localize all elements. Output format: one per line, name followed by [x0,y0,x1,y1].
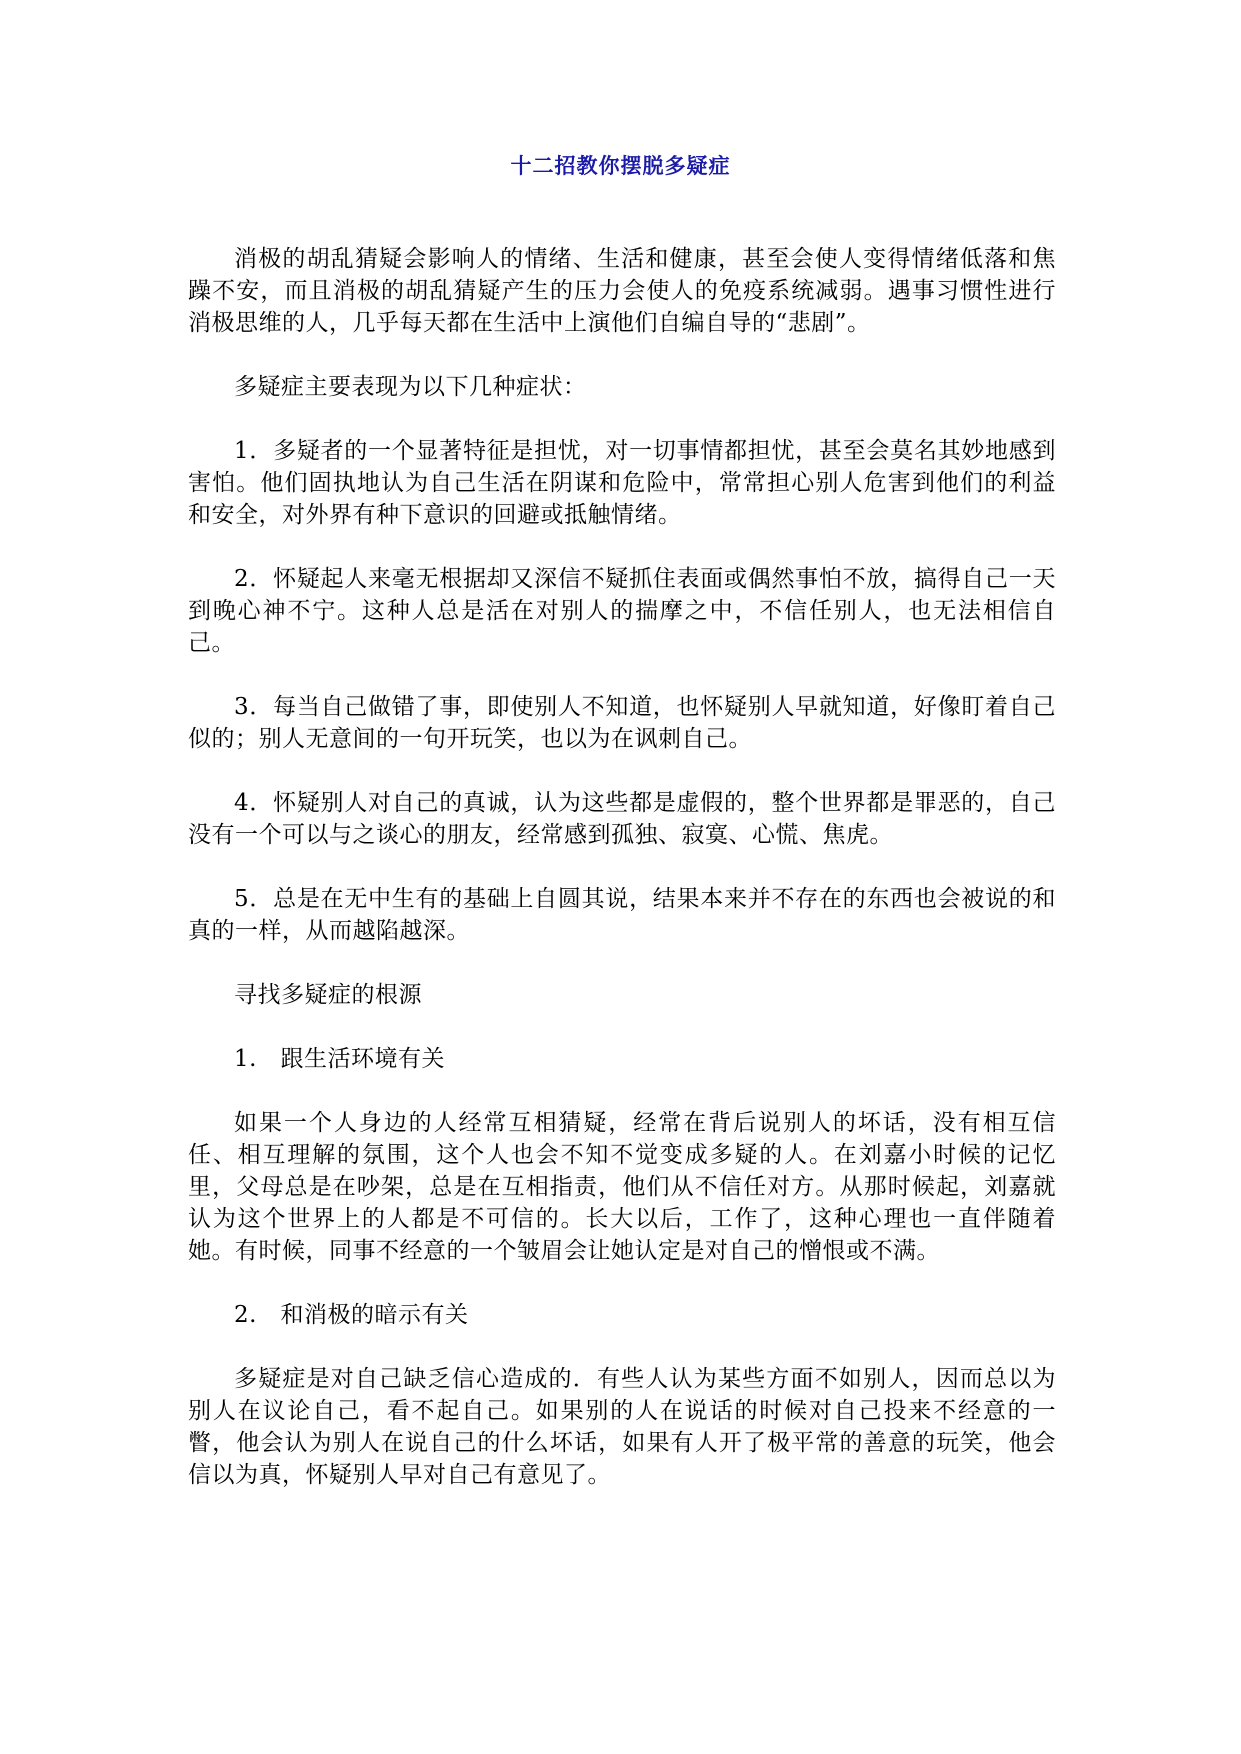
paragraph-cause-1-body: 如果一个人身边的人经常互相猜疑，经常在背后说别人的坏话，没有相互信任、相互理解的氛围，这个人也会不知不觉变成多疑的人。在刘嘉小时候的记忆里，父母总是在吵架，总是在互相指责，他们从不信任对方。从那时候起，刘嘉就认为这个世界上的人都是不可信的。长大以后，工作了，这种心理也一直伴随着她。有时候，同事不经意的一个皱眉会让她认定是对自己的憎恨或不满。 [188,1110,1056,1264]
paragraph-symptom-4: 4．怀疑别人对自己的真诚，认为这些都是虚假的，整个世界都是罪恶的，自己没有一个可以与之谈心的朋友，经常感到孤独、寂寞、心慌、焦虎。 [188,790,1056,848]
paragraph-cause-1-heading: 1. 跟生活环境有关 [234,1046,445,1072]
paragraph-symptom-5: 5．总是在无中生有的基础上自圆其说，结果本来并不存在的东西也会被说的和真的一样，从而越陷越深。 [188,886,1056,944]
paragraph-cause-2-heading: 2. 和消极的暗示有关 [234,1302,469,1328]
paragraph-roots-heading: 寻找多疑症的根源 [234,982,422,1008]
document-title: 十二招教你摆脱多疑症 [510,153,731,178]
paragraph-symptom-1: 1．多疑者的一个显著特征是担忧，对一切事情都担忧，甚至会莫名其妙地感到害怕。他们固执地认为自己生活在阴谋和危险中，常常担心别人危害到他们的利益和安全，对外界有种下意识的回避或抵触情绪。 [188,438,1056,528]
paragraph-intro: 消极的胡乱猜疑会影响人的情绪、生活和健康，甚至会使人变得情绪低落和焦躁不安，而且消极的胡乱猜疑产生的压力会使人的免疫系统减弱。遇事习惯性进行消极思维的人，几乎每天都在生活中上演他们自编自导的“悲剧”。 [188,246,1056,336]
paragraph-cause-2-body: 多疑症是对自己缺乏信心造成的．有些人认为某些方面不如别人，因而总以为别人在议论自己，看不起自己。如果别的人在说话的时候对自己投来不经意的一瞥，他会认为别人在说自己的什么坏话，如果有人开了极平常的善意的玩笑，他会信以为真，怀疑别人早对自己有意见了。 [188,1366,1056,1488]
paragraph-symptoms-heading: 多疑症主要表现为以下几种症状： [234,374,587,400]
paragraph-symptom-3: 3．每当自己做错了事，即使别人不知道，也怀疑别人早就知道，好像盯着自己似的；别人无意间的一句开玩笑，也以为在讽刺自己。 [188,694,1056,752]
paragraph-symptom-2: 2．怀疑起人来毫无根据却又深信不疑抓住表面或偶然事怕不放，搞得自己一天到晚心神不宁。这种人总是活在对别人的揣摩之中，不信任别人，也无法相信自己。 [188,566,1056,656]
document-body [188,243,1056,1523]
